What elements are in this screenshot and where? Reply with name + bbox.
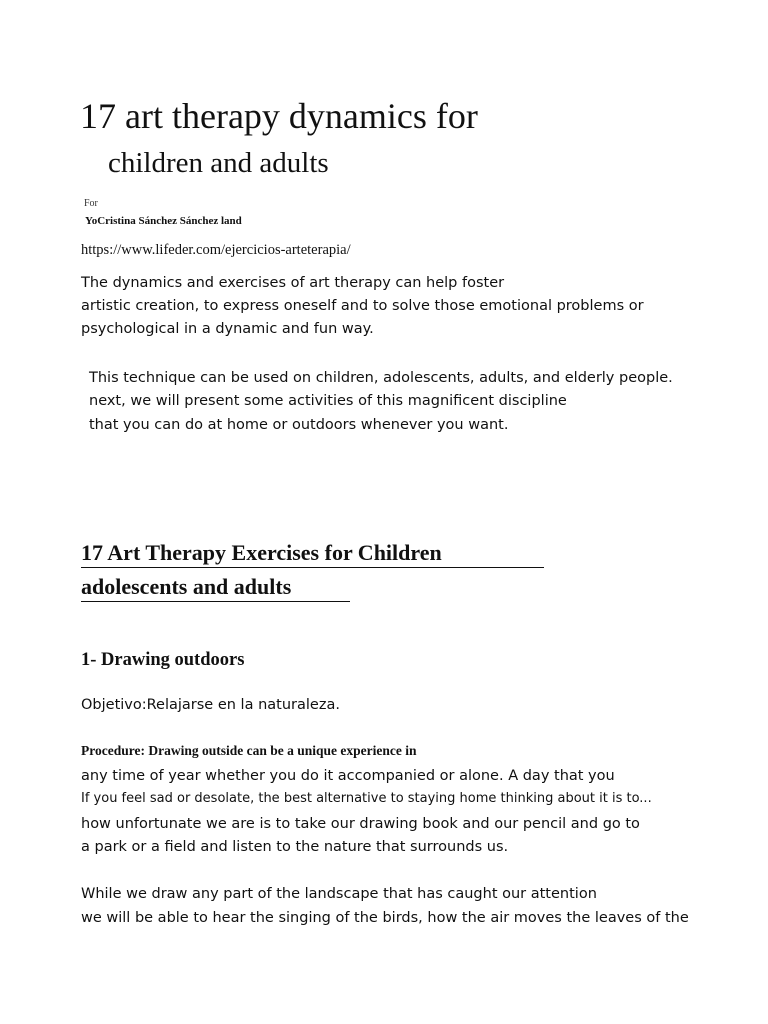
intro-line: psychological in a dynamic and fun way. <box>81 321 374 337</box>
exercise-heading: 1- Drawing outdoors <box>81 650 245 670</box>
intro2-line: next, we will present some activities of this magnificent discipline <box>89 393 567 409</box>
intro-line: artistic creation, to express oneself and to solve those emotional problems or <box>81 298 644 314</box>
procedure-label: Procedure: Drawing outside can be a unique experience in <box>81 743 417 758</box>
intro-line: The dynamics and exercises of art therapy can help foster <box>81 275 505 291</box>
procedure-line: how unfortunate we are is to take our drawing book and our pencil and go to <box>81 816 640 832</box>
section-heading-line-2: adolescents and adults <box>81 573 350 602</box>
author-prefix: For <box>84 198 98 209</box>
title-line-1: 17 art therapy dynamics for <box>80 96 478 136</box>
procedure-line: any time of year whether you do it accompanied or alone. A day that you <box>81 768 615 784</box>
intro2-line: that you can do at home or outdoors whenever you want. <box>89 417 509 433</box>
procedure-line: If you feel sad or desolate, the best alternative to staying home thinking about it is to... <box>81 791 652 806</box>
section-heading-line-1: 17 Art Therapy Exercises for Children <box>81 539 544 568</box>
procedure-line: a park or a field and listen to the nature that surrounds us. <box>81 839 509 855</box>
paragraph-line: While we draw any part of the landscape that has caught our attention <box>81 886 597 902</box>
exercise-objective: Objetivo:Relajarse en la naturaleza. <box>81 697 340 713</box>
author-name: YoCristina Sánchez Sánchez land <box>85 215 242 227</box>
paragraph-line: we will be able to hear the singing of the birds, how the air moves the leaves of the <box>81 910 689 926</box>
title-line-2: children and adults <box>108 147 329 179</box>
source-url: https://www.lifeder.com/ejercicios-arteterapia/ <box>81 242 351 258</box>
intro2-line: This technique can be used on children, adolescents, adults, and elderly people. <box>89 370 673 386</box>
